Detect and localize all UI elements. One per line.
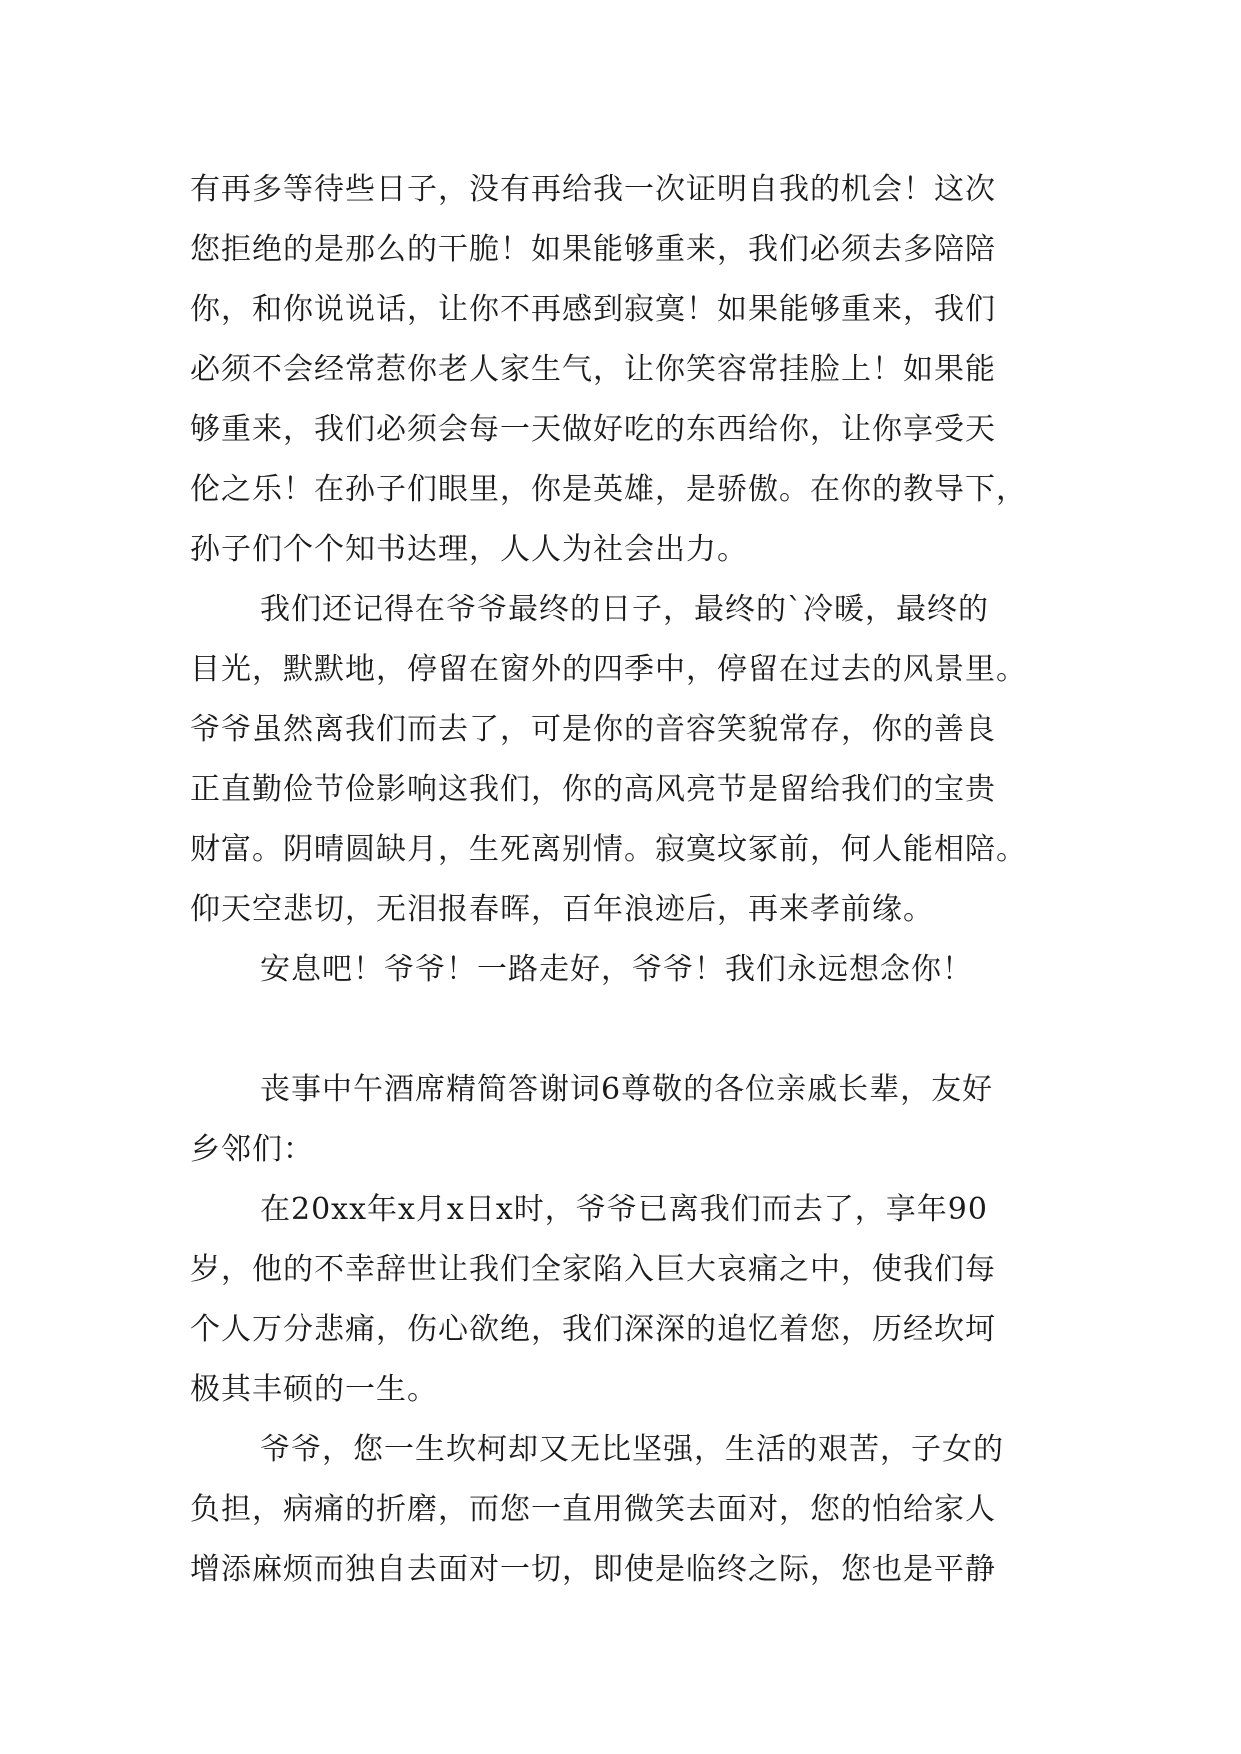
text-line: 正直勤俭节俭影响这我们，你的高风亮节是留给我们的宝贵 [190,772,996,807]
text-line: 财富。阴晴圆缺月，生死离别情。寂寞坟冢前，何人能相陪。 [190,832,1027,867]
text-line: 伦之乐！在孙子们眼里，你是英雄，是骄傲。在你的教导下， [190,472,1027,507]
text-line: 必须不会经常惹你老人家生气，让你笑容常挂脸上！如果能 [190,352,996,387]
text-line: 够重来，我们必须会每一天做好吃的东西给你，让你享受天 [190,412,996,447]
text-line: 个人万分悲痛，伤心欲绝，我们深深的追忆着您，历经坎坷 [190,1312,996,1347]
text-line: 安息吧！爷爷！一路走好，爷爷！我们永远想念你！ [260,952,973,987]
text-line: 增添麻烦而独自去面对一切，即使是临终之际，您也是平静 [190,1552,996,1587]
text-line: 丧事中午酒席精简答谢词6尊敬的各位亲戚长辈，友好 [260,1072,994,1107]
text-line: 我们还记得在爷爷最终的日子，最终的`冷暖，最终的 [260,592,989,627]
text-line: 有再多等待些日子，没有再给我一次证明自我的机会！这次 [190,172,996,207]
text-line: 孙子们个个知书达理，人人为社会出力。 [190,532,748,567]
text-line: 乡邻们： [190,1132,314,1167]
text-line: 目光，默默地，停留在窗外的四季中，停留在过去的风景里。 [190,652,1027,687]
text-line: 极其丰硕的一生。 [190,1372,438,1407]
text-line: 你，和你说说话，让你不再感到寂寞！如果能够重来，我们 [190,292,996,327]
text-line: 负担，病痛的折磨，而您一直用微笑去面对，您的怕给家人 [190,1492,996,1527]
text-line: 仰天空悲切，无泪报春晖，百年浪迹后，再来孝前缘。 [190,892,934,927]
text-line: 岁，他的不幸辞世让我们全家陷入巨大哀痛之中，使我们每 [190,1252,996,1287]
text-line: 爷爷虽然离我们而去了，可是你的音容笑貌常存，你的善良 [190,712,996,747]
text-line: 在20xx年x月x日x时，爷爷已离我们而去了，享年90 [260,1192,988,1227]
paragraph-gap [190,1000,1050,1060]
document-body [190,160,1050,1600]
text-line: 爷爷，您一生坎柯却又无比坚强，生活的艰苦，子女的 [260,1432,1004,1467]
text-line: 您拒绝的是那么的干脆！如果能够重来，我们必须去多陪陪 [190,232,996,267]
